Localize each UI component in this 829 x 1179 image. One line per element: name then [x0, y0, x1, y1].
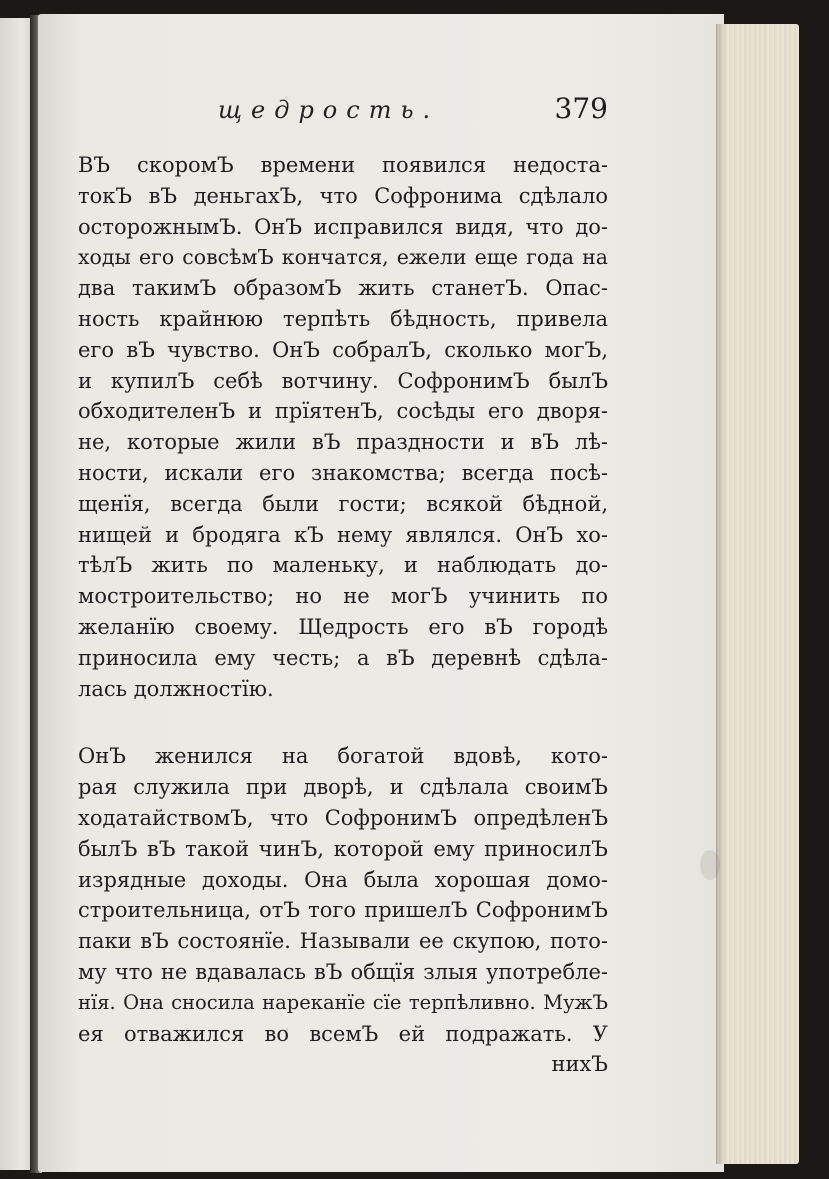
- text-line: токЪ вЪ деньгахЪ, что Софронима сдѣлало: [78, 183, 608, 208]
- text-line: строительница, отЪ того пришелЪ СофронимЪ: [78, 898, 608, 923]
- text-line: обходителенЪ и прїятенЪ, сосѣды его дворя-: [78, 399, 608, 424]
- text-line: ность крайнюю терпѣть бѣдность, привела: [78, 306, 608, 331]
- text-line: паки вЪ состоянїе. Называли ее скупою, пото-: [78, 929, 608, 954]
- text-line: му что не вдавалась вЪ общїя злыя употребле-: [78, 959, 608, 984]
- text-line: ходы его совсѣмЪ кончатся, ежели еще года на: [78, 245, 608, 270]
- text-line: тѣлЪ жить по маленьку, и наблюдать до-: [78, 553, 608, 578]
- text-line: желанїю своему. Щедрость его вЪ городѣ: [78, 614, 608, 639]
- catchword: нихЪ: [551, 1052, 608, 1077]
- text-line: нищей и бродяга кЪ нему являлся. ОнЪ хо-: [78, 522, 608, 547]
- text-line: лась должностїю.: [78, 676, 274, 701]
- paragraph-1: [78, 150, 608, 704]
- text-line: изрядные доходы. Она была хорошая домо-: [78, 867, 608, 892]
- text-line: рая служила при дворѣ, и сдѣлала своимЪ: [78, 775, 608, 800]
- text-line: мостроительство; но не могЪ учинить по: [78, 584, 608, 609]
- text-line: приносила ему честь; а вЪ деревнѣ сдѣла-: [78, 645, 608, 670]
- page-header: [218, 92, 608, 136]
- body-text: [78, 150, 608, 1080]
- text-line: ходатайствомЪ, что СофронимЪ опредѣленЪ: [78, 805, 608, 830]
- paragraph-2: [78, 741, 608, 1049]
- text-line: не, которые жили вЪ праздности и вЪ лѣ-: [78, 430, 608, 455]
- page-number: 379: [554, 92, 608, 125]
- paper-stain: [700, 850, 720, 880]
- text-line: щенїя, всегда были гости; всякой бѣдной,: [78, 491, 608, 516]
- text-line: осторожнымЪ. ОнЪ исправился видя, что до-: [78, 214, 608, 239]
- paragraph-gap: [78, 704, 608, 741]
- text-line: ея отважился во всемЪ ей подражать. У: [78, 1021, 608, 1046]
- text-line: ности, искали его знакомства; всегда посѣ-: [78, 460, 608, 485]
- text-line: ВЪ скоромЪ времени появился недоста-: [78, 153, 608, 177]
- text-line: и купилЪ себѣ вотчину. СофронимЪ былЪ: [78, 368, 608, 393]
- text-line: его вЪ чувство. ОнЪ собралЪ, сколько могЪ,: [78, 337, 608, 362]
- text-line: нїя. Она сносила нареканїе сїе терпѣливно. МужЪ: [78, 990, 608, 1014]
- text-line: былЪ вЪ такой чинЪ, которой ему приносилЪ: [78, 836, 608, 861]
- page-stack-edge: [716, 24, 799, 1164]
- text-line: ОнЪ женился на богатой вдовѣ, кото-: [78, 744, 608, 769]
- page-edge-shadow: [716, 24, 726, 1164]
- text-line: два такимЪ образомЪ жить станетЪ. Опас-: [78, 276, 608, 301]
- running-title: щедрость.: [218, 96, 440, 124]
